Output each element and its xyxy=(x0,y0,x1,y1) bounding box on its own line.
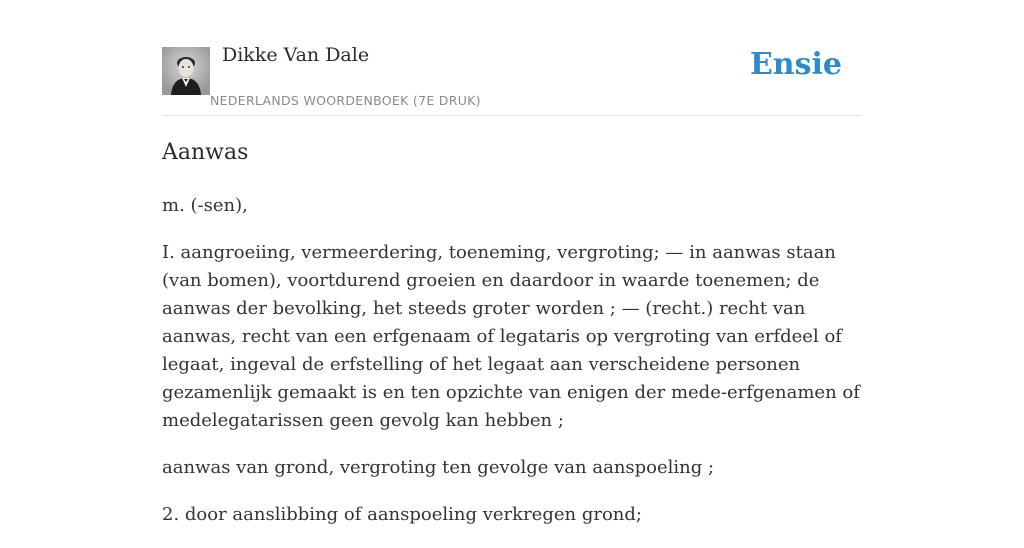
entry-definition: aanwas van grond, vergroting ten gevolge van aanspoeling ; xyxy=(162,457,715,478)
entry-body xyxy=(162,192,862,548)
author-avatar[interactable] xyxy=(162,47,210,95)
content-container xyxy=(162,0,862,525)
entry-grammar: m. (-sen), xyxy=(162,195,248,216)
book-title[interactable]: NEDERLANDS WOORDENBOEK (7E DRUK) xyxy=(210,93,481,108)
entry-headword: Aanwas xyxy=(162,140,249,165)
header xyxy=(162,0,862,116)
entry-definition: 2. door aanslibbing of aanspoeling verkregen grond; xyxy=(162,504,642,525)
author-portrait-icon xyxy=(162,47,210,95)
ensie-logo-link[interactable]: Ensie xyxy=(749,47,842,82)
entry-definition: I. aangroeiing, vermeerdering, toeneming, vergroting; — in aanwas staan (van bomen), voortdurend groeien en daardoor in waarde toenemen; de aanwas der bevolking, het steeds groter worden ; — (recht.) recht van aanwas, recht van een erfgenaam of legataris op vergroting van erfdeel of legaat, ingeval de erfstelling of het legaat aan verscheidene personen gezamenlijk gemaakt is en ten opzichte van enigen der mede-erfgenamen of medelegatarissen geen gevolg kan hebben ; xyxy=(162,242,860,431)
author-name[interactable]: Dikke Van Dale xyxy=(222,44,370,66)
